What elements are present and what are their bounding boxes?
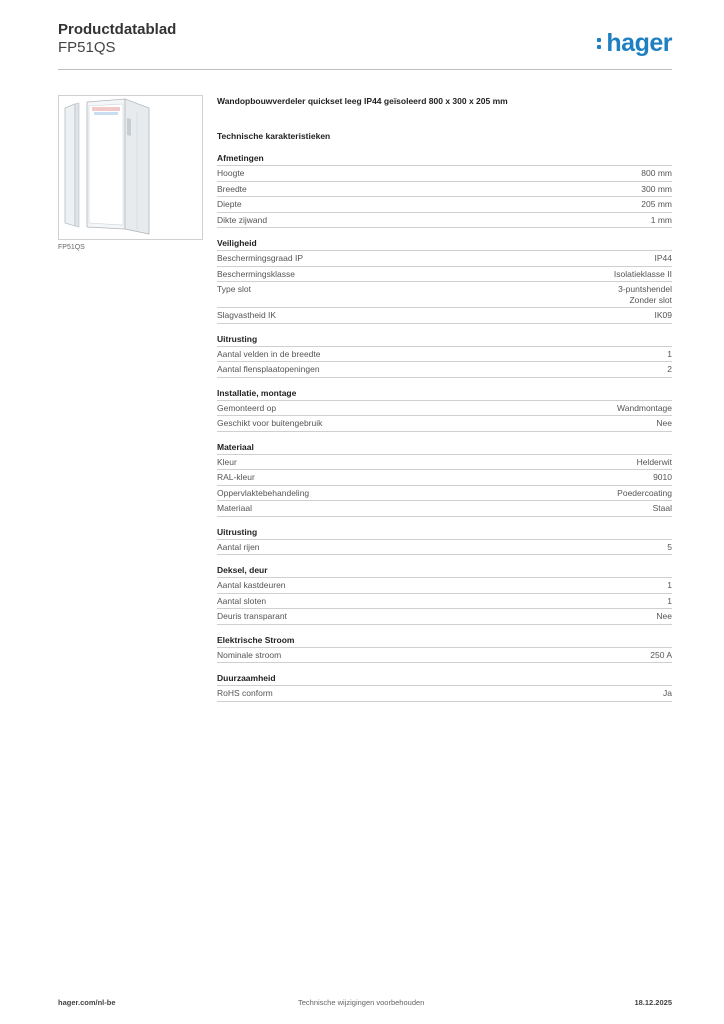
logo-dots-icon <box>597 38 601 52</box>
spec-label: Breedte <box>217 183 247 194</box>
spec-label: Diepte <box>217 199 242 209</box>
spec-value: Wandmontage <box>617 402 672 413</box>
section-title: Afmetingen <box>217 153 672 166</box>
spec-row <box>217 416 672 432</box>
spec-row <box>217 578 672 594</box>
section-title: Uitrusting <box>217 527 672 540</box>
spec-section <box>217 388 672 432</box>
spec-row <box>217 197 672 213</box>
logo-text: hager <box>606 29 672 57</box>
spec-row <box>217 347 672 363</box>
spec-label: Oppervlaktebehandeling <box>217 487 310 498</box>
spec-value: 2 <box>667 364 672 374</box>
product-description: Wandopbouwverdeler quickset leeg IP44 geïsoleerd 800 x 300 x 205 mm <box>217 96 508 106</box>
spec-row <box>217 470 672 486</box>
spec-row <box>217 282 672 308</box>
section-title: Deksel, deur <box>217 565 672 578</box>
section-title: Uitrusting <box>217 334 672 347</box>
spec-sections <box>217 153 672 702</box>
spec-row <box>217 166 672 182</box>
section-title: Duurzaamheid <box>217 673 672 686</box>
spec-value: 5 <box>667 541 672 552</box>
spec-row <box>217 251 672 267</box>
spec-section <box>217 238 672 324</box>
spec-label: Aantal sloten <box>217 595 267 606</box>
spec-label: Aantal rijen <box>217 541 260 552</box>
spec-row <box>217 609 672 625</box>
spec-row <box>217 308 672 324</box>
document-title: Productdatablad <box>58 21 177 38</box>
spec-label: Aantal velden in de breedte <box>217 348 321 359</box>
spec-label: Deuris transparant <box>217 611 287 621</box>
spec-value: 1 <box>667 580 672 590</box>
spec-label: Gemonteerd op <box>217 402 277 413</box>
spec-value: IP44 <box>654 253 672 263</box>
spec-value: 9010 <box>653 472 672 482</box>
spec-row <box>217 362 672 378</box>
spec-section <box>217 673 672 702</box>
spec-label: RAL-kleur <box>217 472 255 482</box>
spec-label: Aantal kastdeuren <box>217 580 286 590</box>
spec-value: Isolatieklasse II <box>613 268 672 279</box>
image-caption: FP51QS <box>58 244 85 251</box>
spec-value: Helderwit <box>636 456 672 467</box>
footer-website: hager.com/nl-be <box>58 998 116 1007</box>
footer-date: 18.12.2025 <box>634 998 672 1007</box>
spec-label: Geschikt voor buitengebruik <box>217 418 323 428</box>
spec-row <box>217 540 672 556</box>
spec-section <box>217 527 672 556</box>
section-title: Materiaal <box>217 442 672 455</box>
spec-value: 1 <box>667 348 672 359</box>
spec-value: 300 mm <box>641 183 672 194</box>
spec-label: Beschermingsklasse <box>217 268 295 279</box>
spec-label: Aantal flensplaatopeningen <box>217 364 320 374</box>
spec-row <box>217 182 672 198</box>
section-title: Elektrische Stroom <box>217 635 672 648</box>
spec-section <box>217 635 672 664</box>
spec-section <box>217 565 672 625</box>
spec-section <box>217 442 672 517</box>
product-code: FP51QS <box>58 39 116 56</box>
spec-value: 3-puntshendel Zonder slot <box>618 284 672 305</box>
spec-label: Kleur <box>217 456 237 467</box>
spec-label: Slagvastheid IK <box>217 310 277 320</box>
spec-label: RoHS conform <box>217 688 273 698</box>
spec-value: Ja <box>663 688 672 698</box>
spec-row <box>217 501 672 517</box>
technical-characteristics-heading: Technische karakteristieken <box>217 131 331 141</box>
distribution-cabinet-image <box>59 96 202 239</box>
spec-value: Staal <box>652 503 672 513</box>
spec-row <box>217 455 672 471</box>
spec-row <box>217 267 672 283</box>
spec-label: Dikte zijwand <box>217 214 268 225</box>
spec-label: Beschermingsgraad IP <box>217 253 303 263</box>
footer-disclaimer: Technische wijzigingen voorbehouden <box>298 998 425 1007</box>
page-header <box>58 21 672 70</box>
spec-row <box>217 486 672 502</box>
spec-value: Poedercoating <box>617 487 672 498</box>
spec-value: 205 mm <box>641 199 672 209</box>
spec-value: Nee <box>656 418 672 428</box>
spec-value: 250 A <box>650 649 672 660</box>
spec-row <box>217 648 672 664</box>
spec-label: Hoogte <box>217 168 245 178</box>
spec-section <box>217 153 672 228</box>
spec-value: 800 mm <box>641 168 672 178</box>
spec-value: IK09 <box>654 310 672 320</box>
spec-section <box>217 334 672 378</box>
product-image <box>58 95 203 240</box>
spec-value: 1 <box>667 595 672 606</box>
spec-label: Materiaal <box>217 503 252 513</box>
section-title: Veiligheid <box>217 238 672 251</box>
spec-row <box>217 594 672 610</box>
spec-row <box>217 213 672 229</box>
spec-value: Nee <box>656 611 672 621</box>
spec-row <box>217 401 672 417</box>
hager-logo <box>606 29 672 58</box>
spec-value: 1 mm <box>650 214 672 225</box>
spec-label: Nominale stroom <box>217 649 282 660</box>
product-details <box>217 96 672 712</box>
section-title: Installatie, montage <box>217 388 672 401</box>
spec-row <box>217 686 672 702</box>
spec-label: Type slot <box>217 284 252 294</box>
